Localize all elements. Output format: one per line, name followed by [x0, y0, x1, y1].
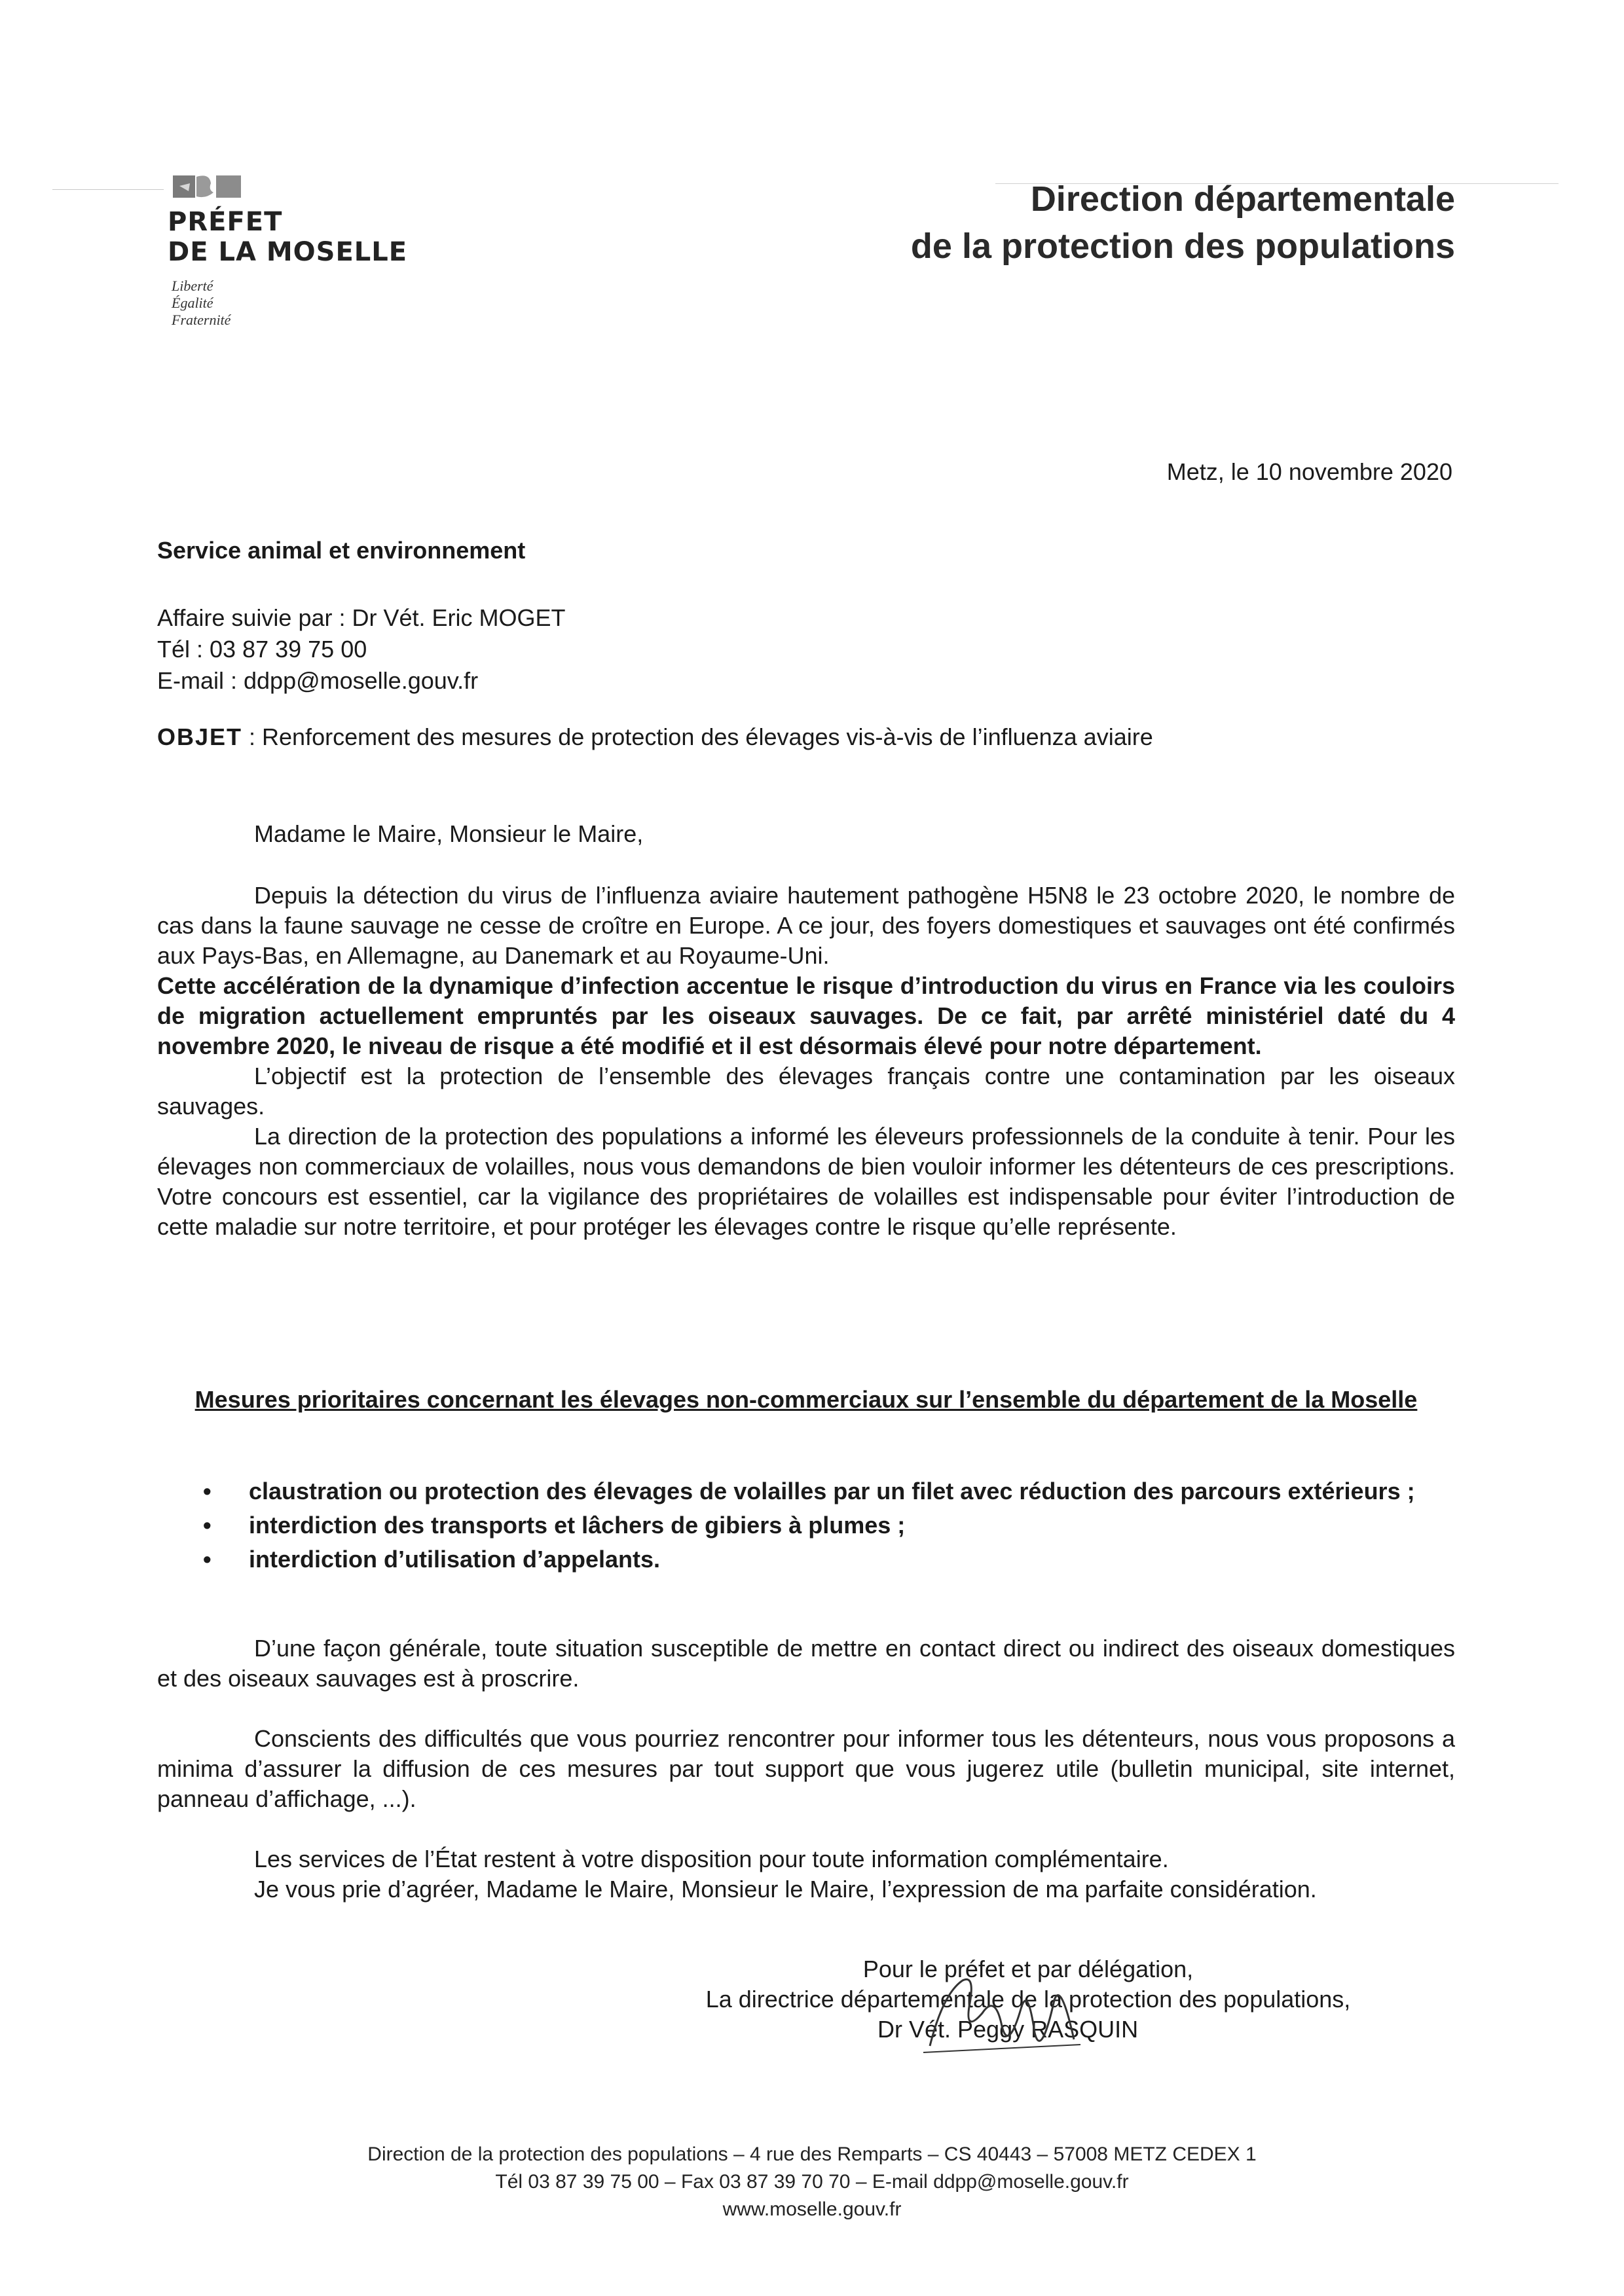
contact-block — [157, 602, 566, 697]
direction-heading-line1: Direction départementale — [1030, 179, 1455, 219]
bullet-icon: • — [203, 1546, 212, 1573]
paragraph-objective: L’objectif est la protection de l’ensemble des élevages français contre une contamination par les oiseaux sauvages. — [157, 1063, 1455, 1120]
signatory-name: Dr Vét. Peggy RASQUIN — [877, 2016, 1139, 2043]
paragraph-general: D’une façon générale, toute situation susceptible de mettre en contact direct ou indirect des oiseaux domestiques et des oiseaux sauvages est à proscrire. — [157, 1635, 1455, 1692]
bullet-icon: • — [203, 1512, 212, 1539]
footer-website: www.moselle.gouv.fr — [722, 2198, 902, 2220]
measure-text: claustration ou protection des élevages de volailles par un filet avec réduction des parcours extérieurs ; — [249, 1478, 1415, 1504]
letter-subject — [157, 723, 1153, 751]
header-rule-left — [52, 189, 164, 190]
contact-email: E-mail : ddpp@moselle.gouv.fr — [157, 667, 479, 694]
signature-block — [629, 1954, 1428, 2045]
paragraph-risk: Cette accélération de la dynamique d’infection accentue le risque d’introduction du virus en France via les couloirs de migration actuellement empruntés par les oiseaux sauvages. De ce fait, par arrêté ministériel daté du 4 novembre 2020, le niveau de risque a été modifié et il est désormais élevé pour notre département. — [157, 972, 1455, 1059]
signature-line2: La directrice départementale de la protection des populations, — [705, 1986, 1351, 2013]
bullet-icon: • — [203, 1478, 212, 1504]
prefet-title-line1: PRÉFET — [168, 207, 283, 237]
paragraph-detection: Depuis la détection du virus de l’influenza aviaire hautement pathogène H5N8 le 23 octobre 2020, le nombre de cas dans la faune sauvage ne cesse de croître en Europe. A ce jour, des foyers domestiques et sauvages ont été confirmés aux Pays-Bas, en Allemagne, au Danemark et au Royaume-Uni. — [157, 882, 1455, 969]
measures-title: Mesures prioritaires concernant les élevages non-commerciaux sur l’ensemble du département de la Moselle — [194, 1386, 1418, 1413]
prefecture-logo — [168, 165, 443, 348]
direction-heading-line2: de la protection des populations — [910, 227, 1455, 266]
prefet-title-line2: DE LA MOSELLE — [168, 237, 408, 267]
motto-fraternite: Fraternité — [172, 312, 231, 328]
handwritten-signature-icon — [917, 1967, 1087, 2066]
contact-tel: Tél : 03 87 39 75 00 — [157, 636, 367, 663]
paragraph-direction: La direction de la protection des populations a informé les éleveurs professionnels de la conduite à tenir. Pour les élevages non commerciaux de volailles, nous vous demandons de bien vouloir informer les détenteurs de ces prescriptions. Votre concours est essentiel, car la vigilance des propriétaires de volailles est indispensable pour éviter l’introduction de cette maladie sur notre territoire, et pour protéger les élevages contre le risque qu’elle représente. — [157, 1123, 1455, 1240]
footer-address: Direction de la protection des populations – 4 rue des Remparts – CS 40443 – 57008 METZ CEDEX 1 — [367, 2143, 1257, 2165]
letter-date: Metz, le 10 novembre 2020 — [1166, 458, 1452, 485]
signature-line1: Pour le préfet et par délégation, — [862, 1956, 1194, 1982]
list-item — [157, 1476, 1455, 1506]
marianne-logo-icon — [170, 170, 249, 203]
letter-body — [157, 881, 1455, 1242]
contact-affaire: Affaire suivie par : Dr Vét. Eric MOGET — [157, 604, 566, 631]
paragraph-politeness: Je vous prie d’agréer, Madame le Maire, Monsieur le Maire, l’expression de ma parfaite considération. — [254, 1876, 1317, 1903]
direction-heading — [911, 175, 1455, 270]
list-item — [157, 1510, 1455, 1540]
service-name: Service animal et environnement — [157, 537, 526, 564]
footer-phone: Tél 03 87 39 75 00 – Fax 03 87 39 70 70 – E-mail ddpp@moselle.gouv.fr — [495, 2171, 1129, 2193]
paragraph-diffusion: Conscients des difficultés que vous pourriez rencontrer pour informer tous les détenteurs, nous vous proposons a minima d’assurer la diffusion de ces mesures par tout support que vous jugerez utile (bulletin municipal, site internet, panneau d’affichage, ...). — [157, 1725, 1455, 1812]
letter-footer — [157, 2141, 1467, 2223]
motto-liberte: Liberté — [172, 278, 213, 294]
subject-label: OBJET — [157, 723, 243, 750]
measure-text: interdiction des transports et lâchers de gibiers à plumes ; — [249, 1512, 906, 1539]
list-item — [157, 1544, 1455, 1575]
motto-egalite: Égalité — [172, 295, 213, 311]
closing-section — [157, 1633, 1455, 1904]
subject-text: : Renforcement des mesures de protection des élevages vis-à-vis de l’influenza aviaire — [242, 723, 1153, 750]
measures-list — [157, 1476, 1455, 1578]
salutation: Madame le Maire, Monsieur le Maire, — [254, 820, 644, 847]
paragraph-services: Les services de l’État restent à votre disposition pour toute information complémentaire. — [254, 1846, 1169, 1872]
measure-text: interdiction d’utilisation d’appelants. — [249, 1546, 661, 1573]
